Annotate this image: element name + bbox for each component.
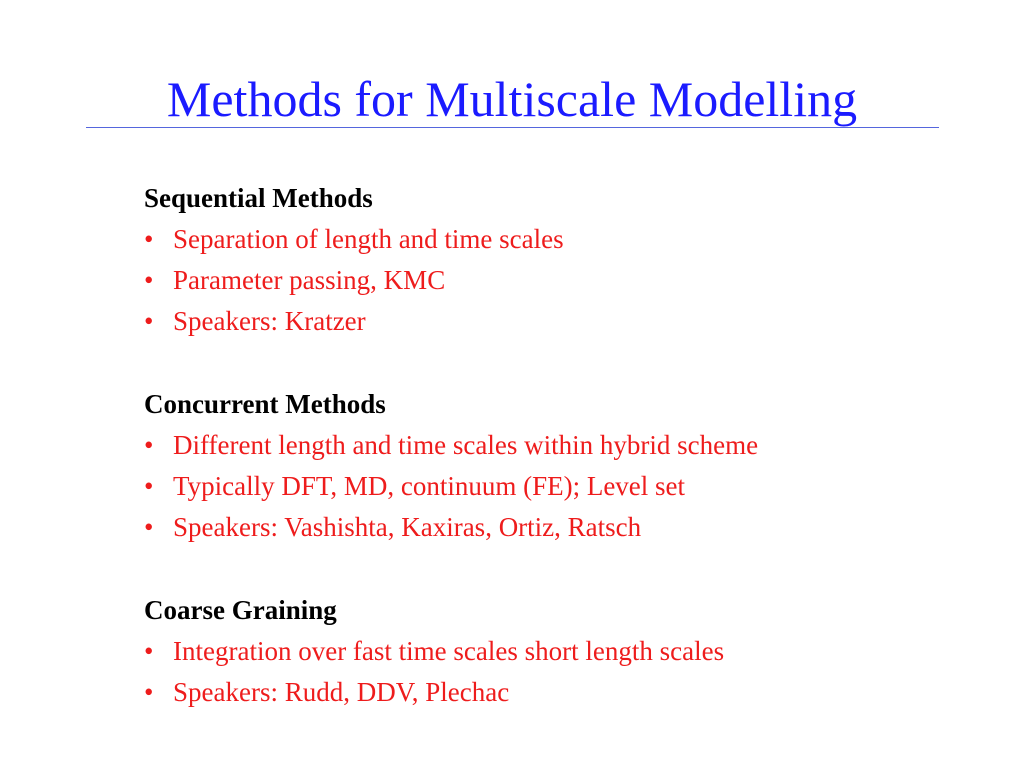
section-heading: Concurrent Methods — [144, 389, 386, 419]
section-heading: Coarse Graining — [144, 595, 337, 625]
bullet-dot-icon: • — [144, 677, 154, 707]
bullet-text: Speakers: Rudd, DDV, Plechac — [173, 677, 510, 707]
bullet-item — [144, 301, 1004, 342]
bullet-text: Separation of length and time scales — [173, 224, 564, 254]
bullet-text: Speakers: Kratzer — [173, 306, 366, 336]
section-concurrent-methods — [144, 384, 1004, 548]
bullet-text: Speakers: Vashishta, Kaxiras, Ortiz, Ratsch — [173, 512, 642, 542]
bullet-dot-icon: • — [144, 306, 154, 336]
bullet-list — [144, 631, 1004, 713]
bullet-dot-icon: • — [144, 636, 154, 666]
title-underline-rule — [86, 127, 939, 128]
bullet-text: Parameter passing, KMC — [173, 265, 446, 295]
bullet-dot-icon: • — [144, 224, 154, 254]
bullet-item — [144, 219, 1004, 260]
bullet-dot-icon: • — [144, 430, 154, 460]
section-coarse-graining — [144, 590, 1004, 713]
section-sequential-methods — [144, 178, 1004, 342]
slide-title: Methods for Multiscale Modelling — [166, 71, 858, 127]
bullet-dot-icon: • — [144, 471, 154, 501]
bullet-text: Typically DFT, MD, continuum (FE); Level set — [173, 471, 686, 501]
slide-content — [144, 178, 1004, 755]
bullet-item — [144, 466, 1004, 507]
bullet-item — [144, 672, 1004, 713]
bullet-list — [144, 219, 1004, 342]
bullet-item — [144, 507, 1004, 548]
bullet-text: Integration over fast time scales short length scales — [173, 636, 725, 666]
bullet-item — [144, 260, 1004, 301]
bullet-dot-icon: • — [144, 512, 154, 542]
bullet-text: Different length and time scales within hybrid scheme — [173, 430, 759, 460]
bullet-item — [144, 425, 1004, 466]
bullet-dot-icon: • — [144, 265, 154, 295]
bullet-list — [144, 425, 1004, 548]
section-heading: Sequential Methods — [144, 183, 373, 213]
bullet-item — [144, 631, 1004, 672]
